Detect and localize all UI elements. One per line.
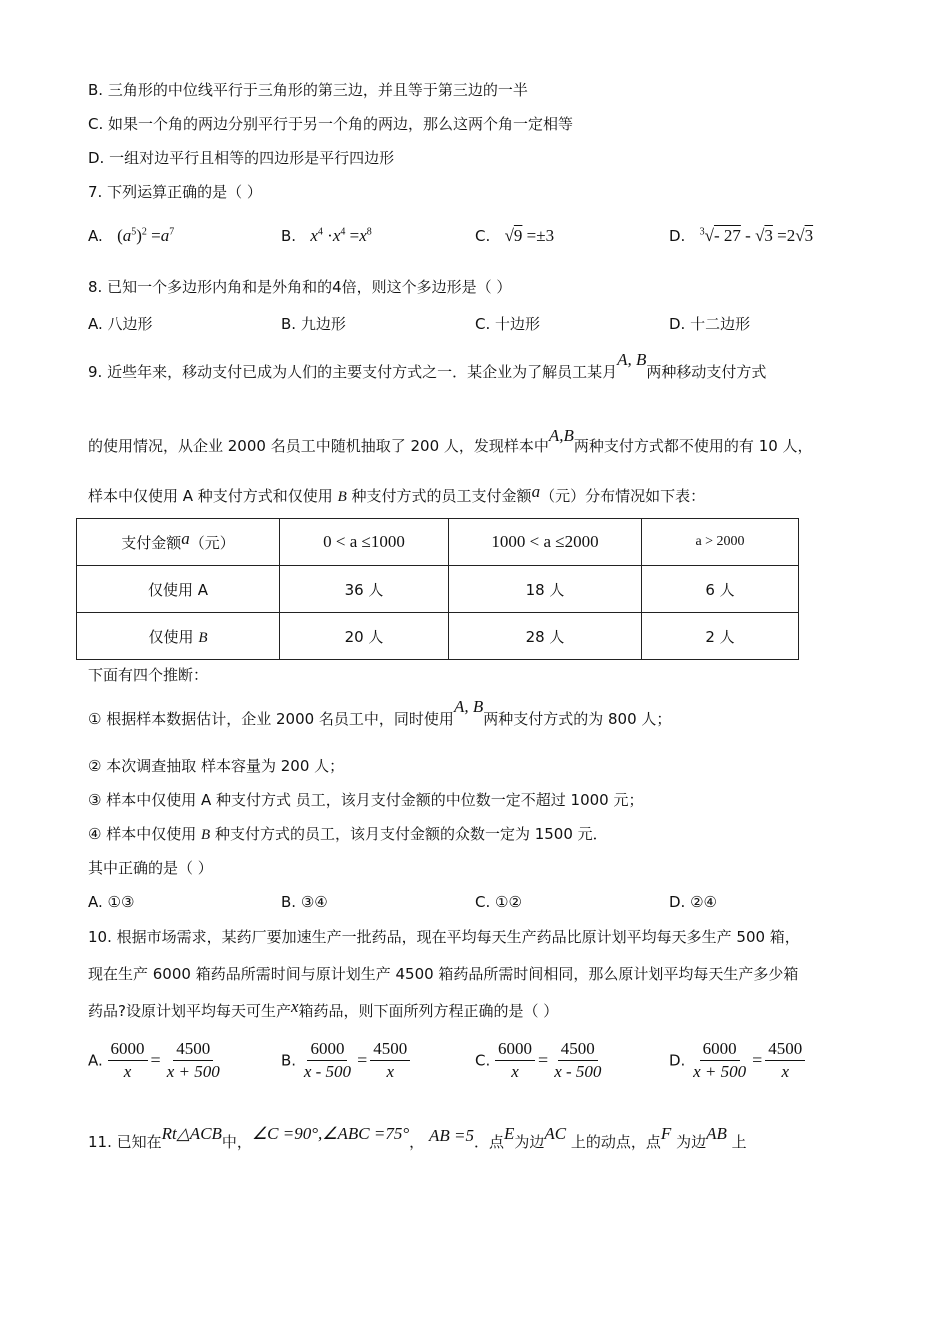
q9-option-c: C. ①② <box>475 893 522 911</box>
row-b-c1: 20 人 <box>280 613 449 660</box>
q10-option-d: D. $\frac{6000}{x + 500}$ = $\frac{4500}{x}$ <box>669 1038 805 1083</box>
q10-option-c: C. $\frac{6000}{x}$ = $\frac{4500}{x - 500}$ <box>475 1039 602 1081</box>
q8-option-a: A. 八边形 <box>88 315 153 333</box>
q9-option-b: B. ③④ <box>281 893 328 911</box>
row-a-c1: 36 人 <box>280 566 449 613</box>
q9-option-a: A. ①③ <box>88 893 135 911</box>
q8-option-b: B. 九边形 <box>281 315 346 333</box>
q6-option-c: C. 如果一个角的两边分别平行于另一个角的两边，那么这两个角一定相等 <box>88 115 574 133</box>
header-amount: 支付金额a（元） <box>77 519 280 566</box>
q10-line1: 10. 根据市场需求，某药厂要加速生产一批药品，现在平均每天生产药品比原计划平均每天多生产 500 箱， <box>88 928 800 946</box>
q10-option-a: A. $\frac{6000}{x}$ = $\frac{4500}{x + 500}$ <box>88 1039 220 1081</box>
row-b-label: 仅使用 B <box>77 613 280 660</box>
q9-statement-2: ② 本次调查抽取 样本容量为 200 人； <box>88 757 345 775</box>
table-row <box>77 519 799 566</box>
row-b-c3: 2 人 <box>642 613 799 660</box>
q8-option-c: C. 十边形 <box>475 315 541 333</box>
row-a-c3: 6 人 <box>642 566 799 613</box>
q10-line2: 现在生产 6000 箱药品所需时间与原计划生产 4500 箱药品所需时间相同，那么原计划平均每天生产多少箱 <box>88 965 799 983</box>
q9-option-d: D. ②④ <box>669 893 717 911</box>
q9-ask: 其中正确的是（ ） <box>88 859 213 877</box>
q9-line1: 9. 近些年来，移动支付已成为人们的主要支付方式之一．某企业为了解员工某月A, B两种移动支付方式 <box>88 350 767 381</box>
header-range-2: 1000 < a ≤2000 <box>449 519 642 566</box>
header-range-3: a > 2000 <box>642 519 799 566</box>
q9-statement-1: ① 根据样本数据估计，企业 2000 名员工中，同时使用A, B两种支付方式的为 800 人； <box>88 697 672 728</box>
q7-option-d: D. $^3$√- 27 - √3 =2√3 <box>669 226 814 245</box>
q10-option-b: B. $\frac{6000}{x - 500}$ = $\frac{4500}{x}$ <box>281 1038 410 1083</box>
q6-option-d: D. 一组对边平行且相等的四边形是平行四边形 <box>88 149 395 167</box>
q7-option-c: C. √9 =±3 <box>475 226 555 245</box>
header-range-1: 0 < a ≤1000 <box>280 519 449 566</box>
row-a-label: 仅使用 A <box>77 566 280 613</box>
q8-stem: 8. 已知一个多边形内角和是外角和的4倍，则这个多边形是（ ） <box>88 278 512 296</box>
payment-table <box>76 518 799 660</box>
q6-option-b: B. 三角形的中位线平行于三角形的第三边，并且等于第三边的一半 <box>88 81 528 99</box>
table-row <box>77 566 799 613</box>
q7-option-a: A. $(a^5)^2 =a^7$ <box>88 226 175 245</box>
q9-line2: 的使用情况，从企业 2000 名员工中随机抽取了 200 人，发现样本中A,B两种支付方式都不使用的有 10 人， <box>88 426 813 455</box>
table-row <box>77 613 799 660</box>
q9-statement-4: ④ 样本中仅使用 B 种支付方式的员工，该月支付金额的众数一定为 1500 元． <box>88 825 608 843</box>
q7-stem: 7. 下列运算正确的是（ ） <box>88 183 262 201</box>
q9-line3: 样本中仅使用 A 种支付方式和仅使用 B 种支付方式的员工支付金额a（元）分布情况如下表： <box>88 482 706 505</box>
q9-intro: 下面有四个推断： <box>88 666 209 684</box>
q11-stem: 11. 已知在Rt△ACB中，∠C =90°,∠ABC =75°， AB =5．点E为边AC 上的动点，点F 为边AB 上 <box>88 1124 747 1151</box>
q7-option-b: B. $x^4 \cdot x^4 =x^8$ <box>281 226 372 245</box>
row-a-c2: 18 人 <box>449 566 642 613</box>
q10-line3: 药品?设原计划平均每天可生产x箱药品，则下面所列方程正确的是（ ） <box>88 997 559 1020</box>
q8-option-d: D. 十二边形 <box>669 315 751 333</box>
q9-statement-3: ③ 样本中仅使用 A 种支付方式 员工，该月支付金额的中位数一定不超过 1000 元； <box>88 791 644 809</box>
row-b-c2: 28 人 <box>449 613 642 660</box>
